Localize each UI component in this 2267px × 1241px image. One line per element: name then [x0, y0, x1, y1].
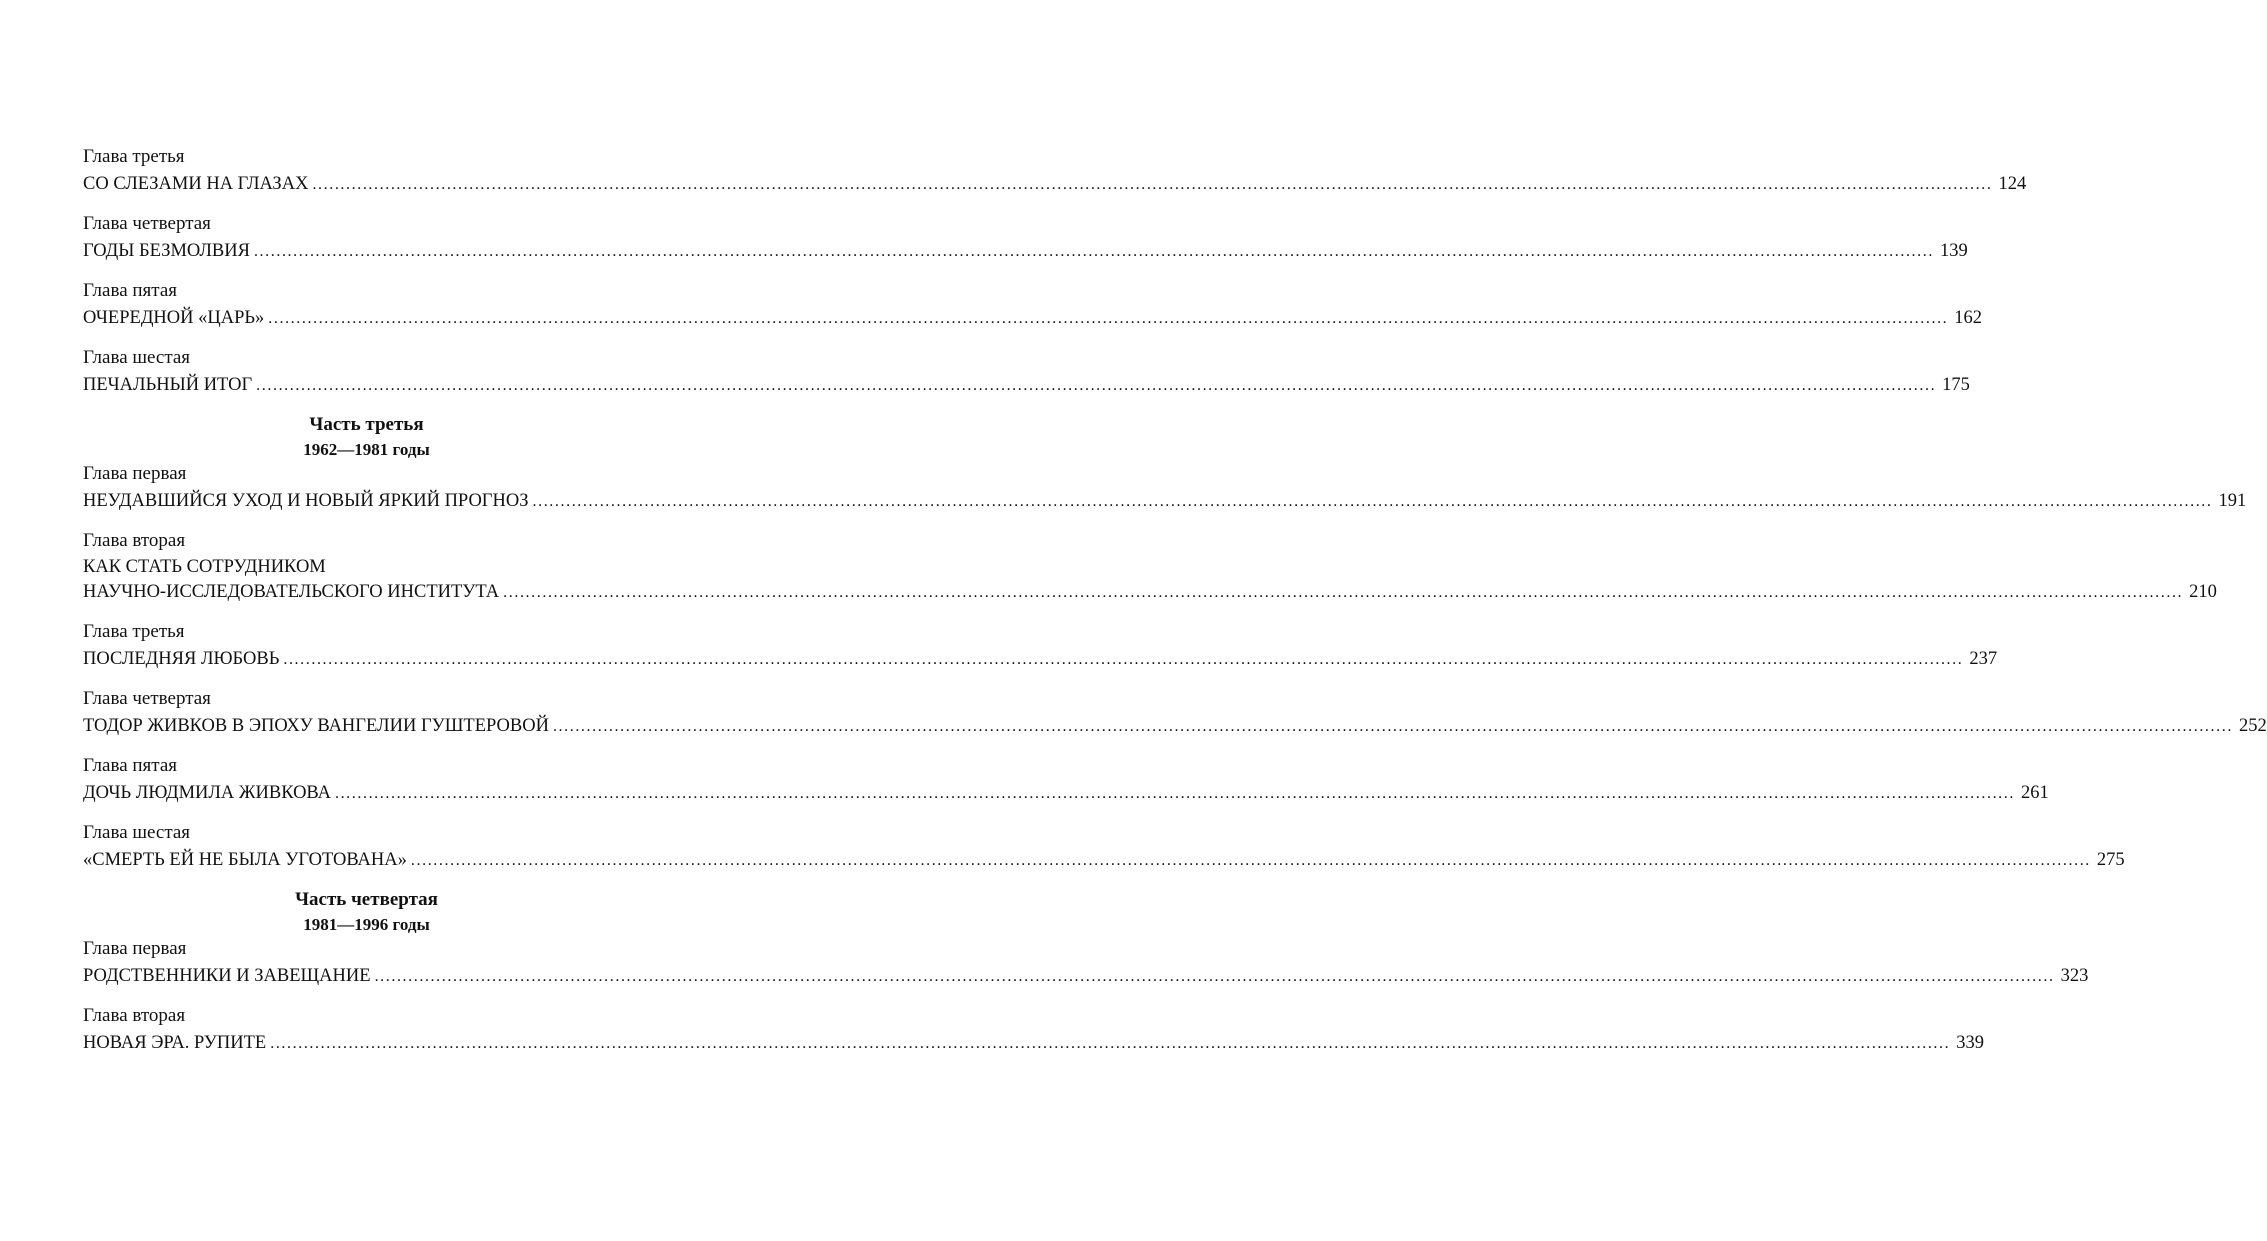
dot-leader: ............................................................................................................................................................................................................................................................................................................ — [270, 1035, 1951, 1052]
toc-entry[interactable] — [83, 143, 2027, 198]
chapter-entry — [83, 646, 1998, 673]
page-number: 339 — [1956, 1033, 1984, 1053]
chapter-label: Глава вторая — [83, 1005, 186, 1026]
page-number: 252 — [2238, 716, 2267, 736]
dot-leader: ............................................................................................................................................................................................................................................................................................................ — [268, 310, 1949, 327]
page-number: 261 — [2020, 783, 2049, 803]
chapter-entry — [83, 305, 1983, 332]
toc-entry[interactable] — [83, 935, 2089, 990]
dot-leader: ............................................................................................................................................................................................................................................................................................................ — [256, 377, 1937, 394]
chapter-entry — [83, 488, 2247, 515]
chapter-label: Глава четвертая — [83, 688, 211, 709]
chapter-entry — [83, 372, 1970, 399]
chapter-entry — [83, 171, 2027, 198]
dot-leader: ............................................................................................................................................................................................................................................................................................................ — [253, 243, 1934, 260]
chapter-label: Глава пятая — [83, 280, 177, 301]
chapter-label: Глава четвертая — [83, 213, 211, 234]
chapter-title: НАУЧНО-ИССЛЕДОВАТЕЛЬСКОГО ИНСТИТУТА — [83, 582, 500, 602]
page-number: 323 — [2060, 966, 2089, 986]
dot-leader: ............................................................................................................................................................................................................................................................................................................ — [532, 493, 2213, 510]
dot-leader: ............................................................................................................................................................................................................................................................................................................ — [374, 968, 2055, 985]
chapter-label: Глава шестая — [83, 822, 191, 843]
toc-entry[interactable] — [83, 1002, 1984, 1057]
chapter-entry — [83, 238, 1968, 265]
page-number: 237 — [1969, 649, 1998, 669]
chapter-entry — [83, 847, 2125, 874]
toc-entry[interactable] — [83, 277, 1983, 332]
chapter-label: Глава третья — [83, 146, 185, 167]
toc-entry[interactable] — [83, 527, 2217, 606]
chapter-label: Глава первая — [83, 938, 187, 959]
page-number: 275 — [2096, 850, 2125, 870]
dot-leader: ............................................................................................................................................................................................................................................................................................................ — [334, 785, 2015, 802]
page-number: 139 — [1939, 241, 1968, 261]
part-years: 1962—1981 годы — [303, 440, 430, 459]
chapter-label: Глава шестая — [83, 347, 191, 368]
table-of-contents — [83, 143, 2267, 1069]
chapter-entry — [83, 713, 2267, 740]
part-heading — [83, 411, 646, 462]
toc-entry[interactable] — [83, 210, 1968, 265]
toc-entry[interactable] — [83, 752, 2049, 807]
toc-entry[interactable] — [83, 618, 1998, 673]
chapter-title: ПОСЛЕДНЯЯ ЛЮБОВЬ — [83, 649, 280, 669]
chapter-entry — [83, 579, 2217, 606]
part-years: 1981—1996 годы — [303, 915, 430, 934]
chapter-title-line: КАК СТАТЬ СОТРУДНИКОМ — [83, 557, 326, 577]
toc-entry[interactable] — [83, 685, 2267, 740]
page-number: 162 — [1954, 308, 1983, 328]
chapter-label: Глава третья — [83, 621, 185, 642]
chapter-entry — [83, 780, 2049, 807]
chapter-title: РОДСТВЕННИКИ И ЗАВЕЩАНИЕ — [83, 966, 371, 986]
chapter-title: НЕУДАВШИЙСЯ УХОД И НОВЫЙ ЯРКИЙ ПРОГНОЗ — [83, 491, 529, 511]
part-title: Часть третья — [309, 414, 424, 435]
page-number: 175 — [1942, 375, 1970, 395]
chapter-entry — [83, 1030, 1984, 1057]
toc-entry[interactable] — [83, 344, 1970, 399]
chapter-title: ГОДЫ БЕЗМОЛВИЯ — [83, 241, 250, 261]
page-number: 210 — [2189, 582, 2217, 602]
dot-leader: ............................................................................................................................................................................................................................................................................................................ — [503, 584, 2184, 601]
toc-entry[interactable] — [83, 819, 2125, 874]
chapter-title: СО СЛЕЗАМИ НА ГЛАЗАХ — [83, 174, 309, 194]
chapter-title: ПЕЧАЛЬНЫЙ ИТОГ — [83, 375, 253, 395]
chapter-label: Глава пятая — [83, 755, 177, 776]
chapter-title: «СМЕРТЬ ЕЙ НЕ БЫЛА УГОТОВАНА» — [83, 850, 407, 870]
page-number: 191 — [2218, 491, 2247, 511]
part-heading — [83, 886, 646, 937]
toc-entry[interactable] — [83, 460, 2247, 515]
chapter-label: Глава вторая — [83, 530, 186, 551]
chapter-label: Глава первая — [83, 463, 187, 484]
part-title: Часть четвертая — [295, 889, 438, 910]
chapter-title: ОЧЕРЕДНОЙ «ЦАРЬ» — [83, 308, 265, 328]
dot-leader: ............................................................................................................................................................................................................................................................................................................ — [283, 651, 1964, 668]
chapter-title: ДОЧЬ ЛЮДМИЛА ЖИВКОВА — [83, 783, 331, 803]
chapter-title: НОВАЯ ЭРА. РУПИТЕ — [83, 1033, 267, 1053]
page-number: 124 — [1998, 174, 2027, 194]
chapter-title: ТОДОР ЖИВКОВ В ЭПОХУ ВАНГЕЛИИ ГУШТЕРОВОЙ — [83, 716, 549, 736]
dot-leader: ............................................................................................................................................................................................................................................................................................................ — [552, 718, 2233, 735]
dot-leader: ............................................................................................................................................................................................................................................................................................................ — [312, 176, 1993, 193]
chapter-entry — [83, 963, 2089, 990]
dot-leader: ............................................................................................................................................................................................................................................................................................................ — [410, 852, 2091, 869]
